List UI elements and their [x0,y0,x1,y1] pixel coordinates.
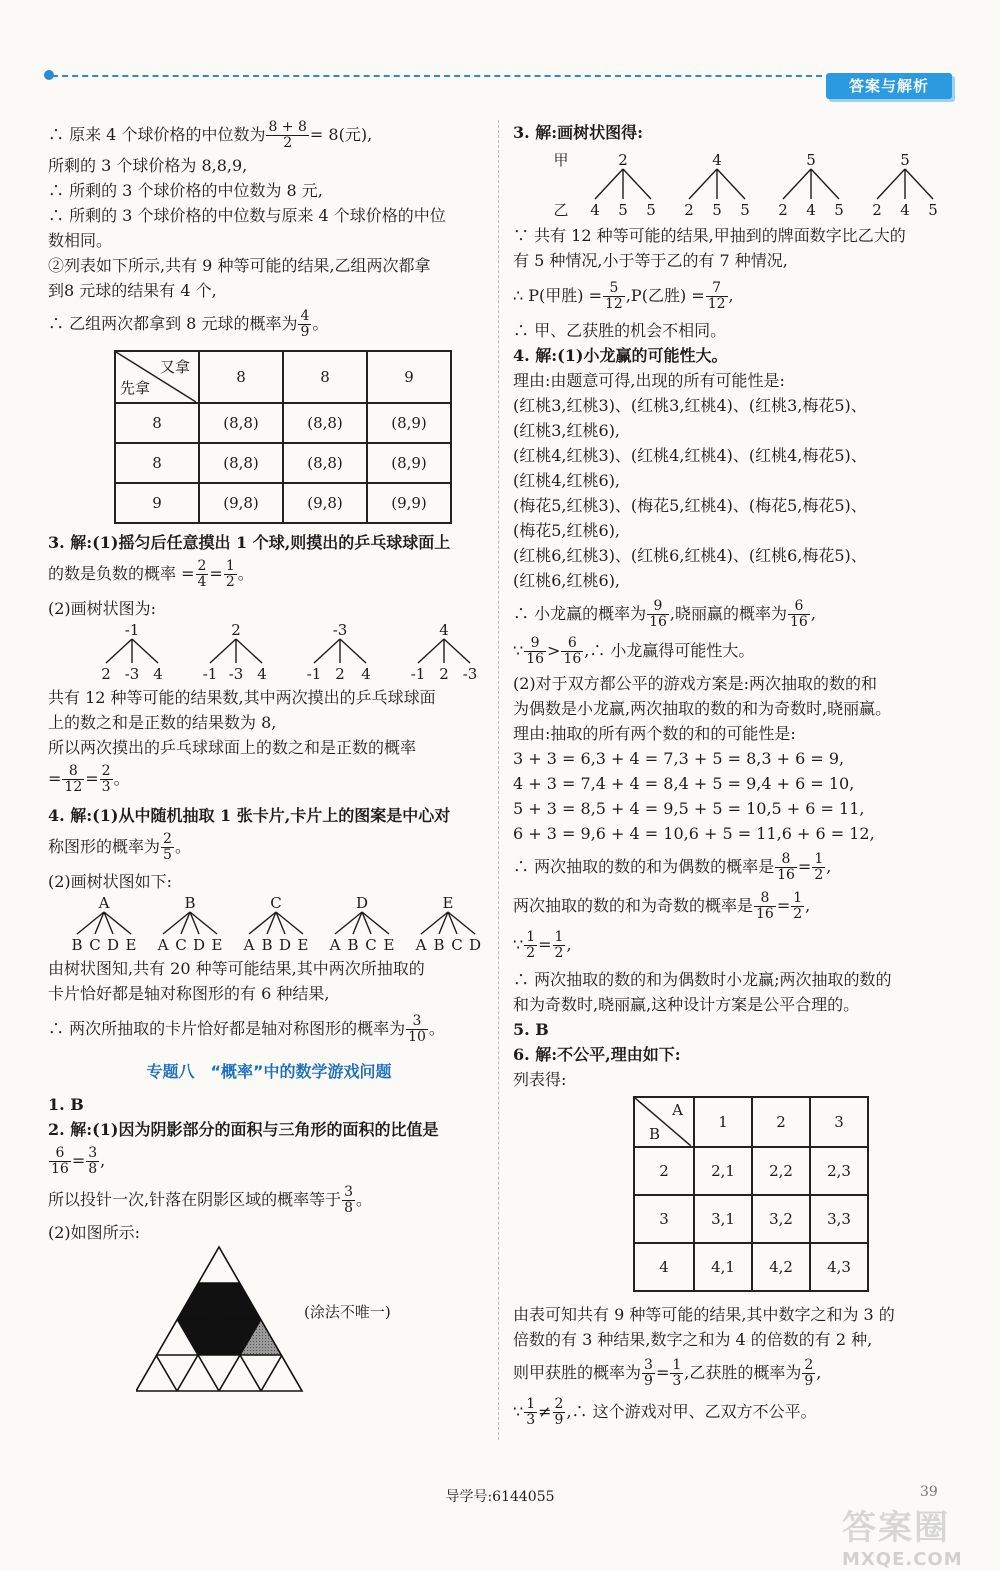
page-number: 39 [920,1484,938,1500]
tree-diagram-q3 [48,621,488,685]
text-line: 理由:由题意可得,出现的所有可能性是: [513,371,785,390]
tree-leaf: E [211,936,223,954]
list-item: 6 + 3 = 9,6 + 4 = 10,6 + 5 = 11,6 + 6 = 12, [513,824,875,843]
tree-leaf: -1 [202,665,218,683]
row-header: 8 [115,443,199,483]
tree-leaf: A [329,936,341,954]
fraction: $\frac{3}{8}$ [88,1145,98,1177]
tree-diagram-q4 [48,894,493,956]
tree-node: -3 [332,621,348,639]
row-header: 9 [115,483,199,523]
tree-node: A [98,894,110,912]
text-line: ∵ $\frac{1}{3}$ ≠ $\frac{2}{9}$ ,∴ 这个游戏对甲、乙双方不公平。 [513,1396,817,1428]
table-row [634,1243,868,1291]
fraction: $\frac{1}{3}$ [526,1396,536,1428]
tree-leaf: 2 [872,201,882,219]
shaded-triangle-diagram [136,1245,306,1395]
fraction: $\frac{1}{2}$ [225,558,235,590]
table-cell: 2,3 [810,1147,868,1195]
tree-node: 5 [900,151,910,169]
tree-node: C [270,894,282,912]
column-header: 8 [283,351,367,403]
list-item: (红桃4,红桃3)、(红桃4,红桃4)、(红桃4,梅花5)、 [513,446,867,465]
table-cell: 3,2 [752,1195,810,1243]
fraction: $\frac{5}{12}$ [605,280,623,312]
tree-leaf: B [261,936,273,954]
table-cell: (8,8) [283,443,367,483]
corner-bottom-label: 先拿 [120,379,151,397]
text-line: $\frac{6}{16}$ = $\frac{3}{8}$ , [51,1145,106,1177]
tree-branch [418,639,444,663]
tree-branch [811,169,839,199]
tree-node: E [442,894,454,912]
section-title: 专题八 “概率”中的数学游戏问题 [146,1062,392,1081]
tree-leaf: E [383,936,395,954]
tree-leaf: 2 [101,665,111,683]
text-line: 由表可知共有 9 种等可能的结果,其中数字之和为 3 的 [513,1305,895,1324]
tree-leaf: 2 [684,201,694,219]
table-cell: 4,1 [694,1243,752,1291]
table-cell: 2,1 [694,1147,752,1195]
text-line: 称图形的概率为 $\frac{2}{5}$ 。 [48,831,191,863]
watermark [842,1500,982,1570]
text-line: = $\frac{8}{12}$ = $\frac{2}{3}$ 。 [48,763,130,795]
list-item: (梅花5,红桃6), [513,521,621,540]
list-item: (梅花5,红桃3)、(梅花5,红桃4)、(梅花5,梅花5)、 [513,496,867,515]
fraction: $\frac{2}{4}$ [197,558,207,590]
tree-branch [132,639,158,663]
text-line: 倍数的有 3 种结果,数字之和为 4 的倍数的有 2 种, [513,1330,873,1349]
row-header: 8 [115,403,199,443]
tree-leaf: 5 [618,201,628,219]
text-line: 6. 解:不公平,理由如下: [513,1045,681,1064]
table-corner [634,1097,694,1147]
tree-leaf: A [157,936,169,954]
text-line: ∴ 小龙赢的概率为 $\frac{9}{16}$ ,晓丽赢的概率为 $\frac{6}{16}$ , [513,598,816,630]
tree-label-top: 甲 [553,151,569,169]
tree-leaf: A [243,936,255,954]
text-line: (2)画树状图为: [48,599,157,618]
tree-leaf: C [175,936,187,954]
row-header: 2 [634,1147,694,1195]
fraction: $\frac{2}{5}$ [163,831,172,863]
text-line: 列表得: [513,1070,567,1089]
list-item: 4 + 3 = 7,4 + 4 = 8,4 + 5 = 9,4 + 6 = 10, [513,774,855,793]
table-row [115,403,451,443]
table-cell: (9,9) [367,483,451,523]
fraction: $\frac{3}{10}$ [408,1013,426,1045]
text-line: ∴ P(甲胜) = $\frac{5}{12}$ ,P(乙胜) = $\frac{7}{12}$ , [513,280,734,312]
fraction: $\frac{1}{2}$ [526,929,536,961]
text-line: 和为奇数时,晓丽赢,这种设计方案是公平合理的。 [513,995,860,1014]
text-line: ∴ 原来 4 个球价格的中位数为 $\frac{8 + 8}{2}$ = 8(元), [48,119,373,151]
fraction: $\frac{1}{2}$ [554,929,564,961]
tree-branch [623,169,651,199]
text-line: 卡片恰好都是轴对称图形的有 6 种结果, [48,984,330,1003]
corner-bottom-label: B [649,1125,661,1143]
tree-leaf: 4 [361,665,371,683]
fraction: $\frac{2}{9}$ [804,1357,814,1389]
tree-branch [314,639,340,663]
tree-leaf: B [347,936,359,954]
fraction: $\frac{8}{12}$ [64,763,83,795]
text-line: ∵ $\frac{1}{2}$ = $\frac{1}{2}$ , [513,929,572,961]
fraction: $\frac{8 + 8}{2}$ [268,119,307,151]
text-line: ∵ $\frac{9}{16}$ > $\frac{6}{16}$ ,∴ 小龙赢得可能性大。 [513,635,755,667]
note-text: (涂法不唯一) [304,1303,391,1321]
column-divider [498,120,499,1440]
text-line: 5. B [513,1020,549,1039]
tree-leaf: D [106,936,120,954]
fraction: $\frac{9}{16}$ [649,598,667,630]
column-header: 2 [752,1097,810,1147]
text-line: (2)如图所示: [48,1223,141,1242]
text-line: ∴ 两次抽取的数的和为偶数时小龙赢;两次抽取的数的 [513,970,892,989]
text-line: 为偶数是小龙赢,两次抽取的数的和为奇数时,晓丽赢。 [513,699,892,718]
text-line: 所剩的 3 个球价格为 8,8,9, [48,156,248,175]
tree-leaf: B [433,936,445,954]
text-line: 则甲获胜的概率为 $\frac{3}{9}$ = $\frac{1}{3}$ ,乙获胜的概率为 $\frac{2}{9}$ , [513,1357,822,1389]
table-row [115,443,451,483]
text-line: ∴ 所剩的 3 个球价格的中位数为 8 元, [48,181,323,200]
text-line: ∴ 乙组两次都拿到 8 元球的概率为 $\frac{4}{9}$ 。 [48,308,329,340]
text-line: 有 5 种情况,小于等于乙的有 7 种情况, [513,251,788,270]
table-cell: 2,2 [752,1147,810,1195]
column-header: 9 [367,351,451,403]
text-line: 2. 解:(1)因为阴影部分的面积与三角形的面积的比值是 [48,1120,439,1139]
list-item: (红桃6,红桃6), [513,571,621,590]
tree-leaf: 4 [806,201,816,219]
tree-leaf: C [365,936,377,954]
answer-badge: 答案与解析 [826,73,952,99]
fraction: $\frac{9}{16}$ [526,635,545,667]
tree-leaf: -1 [410,665,426,683]
text-line: ②列表如下所示,共有 9 种等可能的结果,乙组两次都拿 [48,256,431,275]
tree-leaf: E [125,936,137,954]
tree-leaf: -3 [124,665,140,683]
text-line: 1. B [48,1095,84,1114]
fraction: $\frac{8}{16}$ [756,890,774,922]
tree-leaf: 5 [712,201,722,219]
tree-node: -1 [124,621,140,639]
table-corner [115,351,199,403]
text-line: 4. 解:(1)小龙赢的可能性大。 [513,346,728,365]
list-item: (红桃3,红桃3)、(红桃3,红桃4)、(红桃3,梅花5)、 [513,396,867,415]
text-line: ∴ 甲、乙获胜的机会不相同。 [513,321,727,340]
text-line: 的数是负数的概率 = $\frac{2}{4}$ = $\frac{1}{2}$ 。 [48,558,254,590]
table-row [634,1195,868,1243]
tree-node: 2 [231,621,241,639]
tree-branch [444,639,470,663]
corner-top-label: A [672,1101,683,1119]
tree-node: D [355,894,369,912]
tree-branch [340,639,366,663]
result-table-1 [114,350,452,524]
header-rule [52,75,822,77]
tree-leaf: 2 [778,201,788,219]
tree-leaf: 5 [834,201,844,219]
tree-leaf: 2 [335,665,345,683]
tree-leaf: -1 [306,665,322,683]
list-item: (红桃6,红桃3)、(红桃6,红桃4)、(红桃6,梅花5)、 [513,546,867,565]
column-header: 8 [199,351,283,403]
fraction: $\frac{7}{12}$ [707,280,726,312]
tree-leaf: -3 [462,665,478,683]
fraction: $\frac{3}{8}$ [344,1184,354,1216]
column-header: 1 [694,1097,752,1147]
watermark-title: 答案圈 [842,1508,950,1548]
tree-branch [595,169,623,199]
table-cell: (8,9) [367,403,451,443]
text-line: 上的数之和是正数的结果数为 8, [48,713,277,732]
left-column [48,120,490,1395]
tree-branch [717,169,745,199]
list-item: 5 + 3 = 8,5 + 4 = 9,5 + 5 = 10,5 + 6 = 11, [513,799,865,818]
fraction: $\frac{3}{9}$ [644,1357,653,1389]
table-row [115,483,451,523]
table-cell: (8,8) [199,443,283,483]
tree-leaf: D [468,936,482,954]
list-item: (红桃3,红桃6), [513,421,621,440]
text-line: 到8 元球的结果有 4 个, [48,281,217,300]
tree-leaf: C [89,936,101,954]
fraction: $\frac{2}{3}$ [101,763,111,795]
tree-node: 4 [439,621,449,639]
fraction: $\frac{4}{9}$ [300,308,310,340]
table-cell: (8,9) [367,443,451,483]
result-table-2 [633,1096,869,1292]
table-cell: 4,3 [810,1243,868,1291]
text-line: 数相同。 [48,231,113,250]
triangle-figure [48,1245,490,1395]
tree-leaf: -3 [228,665,244,683]
tree-branch [689,169,717,199]
tree-leaf: D [192,936,206,954]
text-line: 3. 解:(1)摇匀后任意摸出 1 个球,则摸出的乒乓球球面上 [48,533,451,552]
watermark-url: MXQE.COM [842,1549,963,1570]
tree-leaf: 4 [153,665,163,683]
table-row [634,1147,868,1195]
table-cell: (8,8) [283,403,367,443]
tree-branch [236,639,262,663]
tree-leaf: C [451,936,463,954]
fraction: $\frac{6}{16}$ [563,635,582,667]
tree-branch [877,169,905,199]
text-line: ∴ 所剩的 3 个球价格的中位数与原来 4 个球价格的中位 [48,206,446,225]
tree-node: 2 [618,151,628,169]
table-cell: 4,2 [752,1243,810,1291]
tree-leaf: 5 [646,201,656,219]
text-line: ∴ 两次抽取的数的和为偶数的概率是 $\frac{8}{16}$ = $\frac{1}{2}$ , [513,851,832,883]
tree-leaf: 5 [928,201,938,219]
footer-code: 导学号:6144055 [445,1489,555,1505]
tree-leaf: D [278,936,292,954]
tree-leaf: 4 [257,665,267,683]
text-line: (2)对于双方都公平的游戏方案是:两次抽取的数的和 [513,674,878,693]
table-cell: (9,8) [283,483,367,523]
fraction: $\frac{1}{2}$ [793,890,803,922]
text-line: 共有 12 种等可能的结果数,其中两次摸出的乒乓球球面 [48,688,436,707]
tree-leaf: 5 [740,201,750,219]
tree-leaf: 2 [439,665,449,683]
text-line: 所以两次摸出的乒乓球球面上的数之和是正数的概率 [48,738,417,757]
text-line: 两次抽取的数的和为奇数的概率是 $\frac{8}{16}$ = $\frac{1}{2}$ , [513,890,811,922]
fraction: $\frac{1}{3}$ [672,1357,682,1389]
tree-node: B [184,894,196,912]
tree-leaf: 4 [900,201,910,219]
list-item: (红桃4,红桃6), [513,471,621,490]
tree-leaf: E [297,936,309,954]
text-line: 理由:抽取的所有两个数的和的可能性是: [513,724,796,743]
column-header: 3 [810,1097,868,1147]
row-header: 4 [634,1243,694,1291]
tree-branch [210,639,236,663]
tree-leaf: A [415,936,427,954]
tree-leaf: 4 [590,201,600,219]
row-header: 3 [634,1195,694,1243]
tree-diagram-r3 [513,145,973,223]
text-line: ∴ 两次所抽取的卡片恰好都是轴对称图形的概率为 $\frac{3}{10}$ 。 [48,1013,445,1045]
tree-branch [106,639,132,663]
text-line: 4. 解:(1)从中随机抽取 1 张卡片,卡片上的图案是中心对 [48,806,451,825]
text-line: 所以投针一次,针落在阴影区域的概率等于 $\frac{3}{8}$ 。 [48,1184,373,1216]
fraction: $\frac{6}{16}$ [51,1145,69,1177]
table-cell: 3,1 [694,1195,752,1243]
tree-label-bottom: 乙 [553,201,569,219]
fraction: $\frac{1}{2}$ [814,851,824,883]
text-line: 由树状图知,共有 20 种等可能结果,其中两次所抽取的 [48,959,425,978]
fraction: $\frac{6}{16}$ [790,598,808,630]
table-cell: (9,8) [199,483,283,523]
table-cell: 3,3 [810,1195,868,1243]
tree-node: 4 [712,151,722,169]
table-cell: (8,8) [199,403,283,443]
fraction: $\frac{8}{16}$ [777,851,795,883]
text-line: (2)画树状图如下: [48,872,173,891]
tree-leaf: B [71,936,83,954]
text-line: 3. 解:画树状图得: [513,123,644,142]
corner-top-label: 又拿 [159,358,190,376]
right-column [513,120,973,1428]
fraction: $\frac{2}{9}$ [554,1396,564,1428]
text-line: ∵ 共有 12 种等可能的结果,甲抽到的牌面数字比乙大的 [513,226,906,245]
tree-branch [783,169,811,199]
tree-branch [905,169,933,199]
tree-node: 5 [806,151,816,169]
list-item: 3 + 3 = 6,3 + 4 = 7,3 + 5 = 8,3 + 6 = 9, [513,749,845,768]
